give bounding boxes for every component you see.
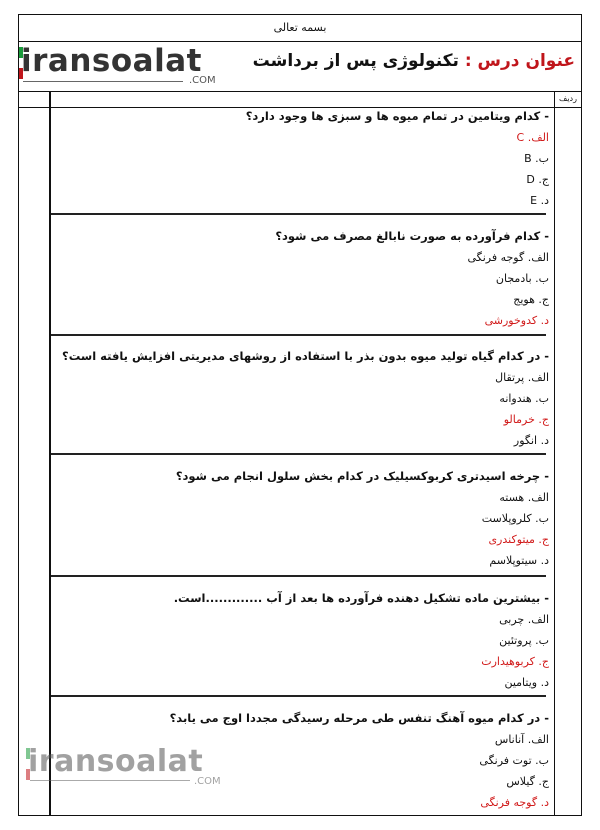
option-c: ج. هویج xyxy=(513,293,549,306)
option-d: د. سیتوپلاسم xyxy=(489,554,549,567)
logo-underline xyxy=(23,81,183,82)
option-c: ج. D xyxy=(526,173,549,186)
question-3 xyxy=(59,349,549,447)
option-d: د. ویتامین xyxy=(504,676,549,689)
option-b: ب. توت فرنگی xyxy=(479,754,549,767)
option-d: د. انگور xyxy=(513,434,549,447)
option-c: ج. میتوکندری xyxy=(488,533,549,546)
watermark-domain: .COM xyxy=(194,776,221,787)
question-text: - در کدام گیاه تولید میوه بدون بذر با استفاده از روشهای مدیریتی افزایش یافته است؟ xyxy=(62,349,549,363)
option-b: ب. پروتئین xyxy=(499,634,549,647)
question-separator xyxy=(51,213,546,215)
option-d: د. گوجه فرنگی xyxy=(480,796,549,809)
subject-title xyxy=(253,51,575,71)
option-b: ب. بادمجان xyxy=(495,272,549,285)
exam-header xyxy=(19,41,581,92)
bismillah-heading: بسمه تعالی xyxy=(19,15,581,42)
radif-column xyxy=(554,91,581,815)
option-a: الف. چربی xyxy=(499,613,549,626)
radif-header: ردیف xyxy=(555,91,581,108)
option-b: ب. کلروپلاست xyxy=(481,512,549,525)
option-d: د. E xyxy=(530,194,549,207)
question-text: - بیشترین ماده تشکیل دهنده فرآورده ها بعد از آب .............است. xyxy=(173,591,549,605)
option-a: الف. گوجه فرنگی xyxy=(467,251,549,264)
question-5 xyxy=(59,591,549,689)
question-separator xyxy=(51,334,546,336)
logo-domain: .COM xyxy=(189,75,216,86)
question-4 xyxy=(59,469,549,567)
question-separator xyxy=(51,575,546,577)
iransoalat-logo xyxy=(21,45,231,89)
exam-page xyxy=(18,14,582,816)
option-b: ب. B xyxy=(524,152,549,165)
header-underline xyxy=(19,107,555,108)
question-separator xyxy=(51,453,546,455)
option-a: الف. پرتقال xyxy=(495,371,549,384)
option-c: ج. کربوهیدارت xyxy=(481,655,549,668)
option-a: الف. هسته xyxy=(499,491,549,504)
logo-brand-text: iransoalat xyxy=(21,43,202,79)
option-d: د. کدوخورشی xyxy=(484,314,549,327)
iransoalat-watermark xyxy=(28,746,228,790)
question-2 xyxy=(59,229,549,327)
question-separator xyxy=(51,695,546,697)
option-c: ج. گیلاس xyxy=(506,775,549,788)
question-text: - کدام ویتامین در تمام میوه ها و سبزی ها وجود دارد؟ xyxy=(245,109,549,123)
option-b: ب. هندوانه xyxy=(499,392,549,405)
option-a: الف. آناناس xyxy=(494,733,549,746)
watermark-underline xyxy=(30,780,190,781)
subject-value: تکنولوژی پس از برداشت xyxy=(252,51,459,71)
watermark-brand-text: iransoalat xyxy=(28,744,204,779)
question-text: - در کدام میوه آهنگ تنفس طی مرحله رسیدگی مجددا اوج می یابد؟ xyxy=(169,711,549,725)
option-c: ج. خرمالو xyxy=(503,413,549,426)
question-text: - چرخه اسیدتری کربوکسیلیک در کدام بخش سلول انجام می شود؟ xyxy=(175,469,549,483)
subject-label: عنوان درس : xyxy=(464,51,575,71)
option-a: الف. C xyxy=(516,131,549,144)
question-1 xyxy=(59,109,549,207)
question-text: - کدام فرآورده به صورت نابالغ مصرف می شود؟ xyxy=(275,229,549,243)
